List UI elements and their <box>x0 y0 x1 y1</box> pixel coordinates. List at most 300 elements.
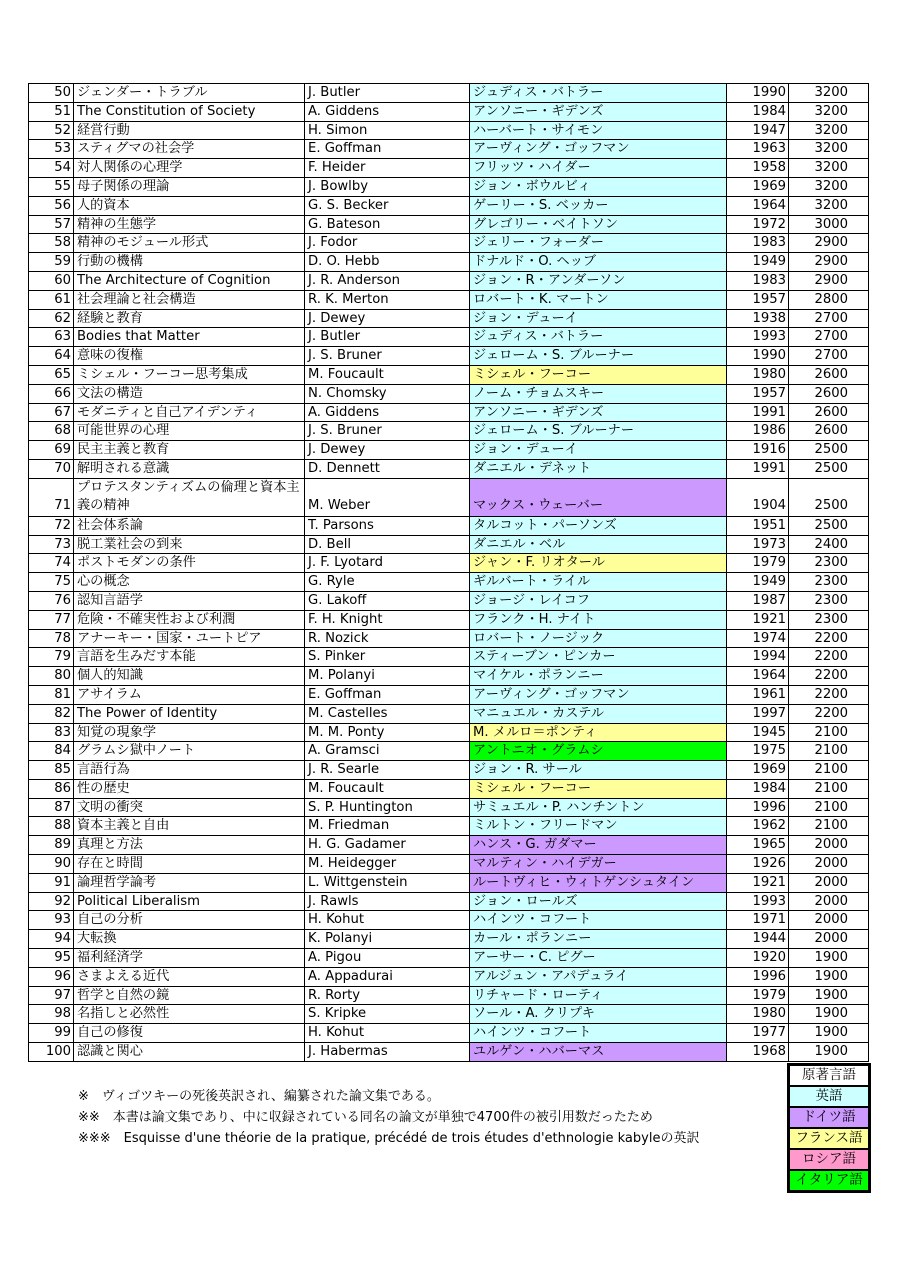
author-name: T. Parsons <box>305 516 470 535</box>
author-name: J. S. Bruner <box>305 347 470 366</box>
table-row <box>29 836 869 855</box>
table-row <box>29 516 869 535</box>
citation-count: 1900 <box>789 1005 869 1024</box>
author-name-ja: ジャン・F. リオタール <box>470 554 727 573</box>
publication-year: 1977 <box>727 1024 789 1043</box>
author-name-ja: ジョン・R・アンダーソン <box>470 271 727 290</box>
author-name: H. Kohut <box>305 1024 470 1043</box>
citation-count: 2900 <box>789 271 869 290</box>
row-number: 75 <box>29 573 74 592</box>
author-name-ja: ジェローム・S. ブルーナー <box>470 422 727 441</box>
citation-count: 2200 <box>789 704 869 723</box>
citation-count: 2000 <box>789 930 869 949</box>
book-title: 性の歴史 <box>74 779 305 798</box>
table-row <box>29 177 869 196</box>
citation-count: 2100 <box>789 723 869 742</box>
book-title: 可能世界の心理 <box>74 422 305 441</box>
citation-count: 2100 <box>789 817 869 836</box>
row-number: 58 <box>29 234 74 253</box>
author-name: N. Chomsky <box>305 384 470 403</box>
author-name: M. Heidegger <box>305 855 470 874</box>
book-title: ポストモダンの条件 <box>74 554 305 573</box>
book-title: スティグマの社会学 <box>74 140 305 159</box>
citation-count: 2100 <box>789 742 869 761</box>
book-title: The Constitution of Society <box>74 102 305 121</box>
row-number: 87 <box>29 798 74 817</box>
citation-count: 1900 <box>789 986 869 1005</box>
publication-year: 1987 <box>727 591 789 610</box>
author-name: M. Foucault <box>305 365 470 384</box>
author-name-ja: ミルトン・フリードマン <box>470 817 727 836</box>
book-title: 知覚の現象学 <box>74 723 305 742</box>
citation-count: 2600 <box>789 384 869 403</box>
author-name: F. Heider <box>305 159 470 178</box>
legend-item-english: 英語 <box>789 1086 869 1107</box>
publication-year: 1974 <box>727 629 789 648</box>
author-name-ja: ドナルド・O. ヘッブ <box>470 253 727 272</box>
book-title: 危険・不確実性および利潤 <box>74 610 305 629</box>
author-name-ja: アーサー・C. ピグー <box>470 949 727 968</box>
row-number: 69 <box>29 441 74 460</box>
author-name: G. Bateson <box>305 215 470 234</box>
author-name-ja: ジョン・ボウルビィ <box>470 177 727 196</box>
book-title: 福利経済学 <box>74 949 305 968</box>
table-row <box>29 986 869 1005</box>
table-row <box>29 290 869 309</box>
publication-year: 1962 <box>727 817 789 836</box>
row-number: 72 <box>29 516 74 535</box>
publication-year: 1993 <box>727 328 789 347</box>
author-name-ja: グレゴリー・ベイトソン <box>470 215 727 234</box>
author-name-ja: ユルゲン・ハバーマス <box>470 1043 727 1062</box>
publication-year: 1945 <box>727 723 789 742</box>
citation-count: 2700 <box>789 309 869 328</box>
author-name: G. Lakoff <box>305 591 470 610</box>
author-name-ja: ギルバート・ライル <box>470 573 727 592</box>
book-title: 認知言語学 <box>74 591 305 610</box>
author-name-ja: ジュディス・バトラー <box>470 84 727 103</box>
author-name: D. O. Hebb <box>305 253 470 272</box>
citation-count: 3200 <box>789 140 869 159</box>
book-title: 精神の生態学 <box>74 215 305 234</box>
publication-year: 1957 <box>727 384 789 403</box>
table-row <box>29 535 869 554</box>
citation-count: 3200 <box>789 177 869 196</box>
row-number: 95 <box>29 949 74 968</box>
author-name-ja: ハインツ・コフート <box>470 911 727 930</box>
publication-year: 1984 <box>727 102 789 121</box>
book-title: Political Liberalism <box>74 892 305 911</box>
publication-year: 1986 <box>727 422 789 441</box>
citation-count: 2500 <box>789 459 869 478</box>
author-name-ja: M. メルロ＝ポンティ <box>470 723 727 742</box>
book-title: 哲学と自然の鏡 <box>74 986 305 1005</box>
citation-table <box>28 83 869 1062</box>
table-row <box>29 967 869 986</box>
row-number: 53 <box>29 140 74 159</box>
author-name: J. R. Anderson <box>305 271 470 290</box>
author-name: R. Nozick <box>305 629 470 648</box>
publication-year: 1958 <box>727 159 789 178</box>
table-row <box>29 84 869 103</box>
footnote-1: ※ ヴィゴツキーの死後英訳され、編纂された論文集である。 <box>78 1089 440 1104</box>
table-row <box>29 911 869 930</box>
publication-year: 1996 <box>727 967 789 986</box>
author-name-ja: マックス・ウェーバー <box>470 478 727 516</box>
citation-count: 2300 <box>789 573 869 592</box>
citation-count: 2700 <box>789 328 869 347</box>
footnote-3: ※※※ Esquisse d'une théorie de la pratique, précédé de trois études d'ethnologie kabyleの英訳 <box>78 1131 700 1146</box>
row-number: 91 <box>29 873 74 892</box>
citation-count: 3000 <box>789 215 869 234</box>
citation-count: 3200 <box>789 84 869 103</box>
book-title: 経験と教育 <box>74 309 305 328</box>
author-name-ja: マニュエル・カステル <box>470 704 727 723</box>
author-name: E. Goffman <box>305 685 470 704</box>
row-number: 67 <box>29 403 74 422</box>
table-row <box>29 403 869 422</box>
book-title: 意味の復権 <box>74 347 305 366</box>
publication-year: 1965 <box>727 836 789 855</box>
author-name: M. Foucault <box>305 779 470 798</box>
table-row <box>29 102 869 121</box>
book-title: 社会理論と社会構造 <box>74 290 305 309</box>
book-title: 認識と関心 <box>74 1043 305 1062</box>
table-row <box>29 441 869 460</box>
author-name-ja: アーヴィング・ゴッフマン <box>470 685 727 704</box>
row-number: 94 <box>29 930 74 949</box>
publication-year: 1938 <box>727 309 789 328</box>
citation-count: 3200 <box>789 102 869 121</box>
book-title: 行動の機構 <box>74 253 305 272</box>
author-name: S. Pinker <box>305 648 470 667</box>
book-title: The Power of Identity <box>74 704 305 723</box>
author-name: L. Wittgenstein <box>305 873 470 892</box>
publication-year: 1961 <box>727 685 789 704</box>
book-title: モダニティと自己アイデンティ <box>74 403 305 422</box>
citation-count: 2500 <box>789 478 869 516</box>
book-title: 言語行為 <box>74 761 305 780</box>
row-number: 78 <box>29 629 74 648</box>
author-name: A. Giddens <box>305 403 470 422</box>
publication-year: 1949 <box>727 573 789 592</box>
publication-year: 1944 <box>727 930 789 949</box>
citation-count: 2100 <box>789 779 869 798</box>
table-row <box>29 761 869 780</box>
book-title: グラムシ獄中ノート <box>74 742 305 761</box>
book-title: ジェンダー・トラブル <box>74 84 305 103</box>
book-title: 対人関係の心理学 <box>74 159 305 178</box>
publication-year: 1975 <box>727 742 789 761</box>
citation-count: 3200 <box>789 121 869 140</box>
author-name-ja: ジュディス・バトラー <box>470 328 727 347</box>
table-row <box>29 384 869 403</box>
citation-count: 3200 <box>789 196 869 215</box>
author-name: M. Friedman <box>305 817 470 836</box>
row-number: 93 <box>29 911 74 930</box>
row-number: 65 <box>29 365 74 384</box>
publication-year: 1921 <box>727 610 789 629</box>
table-row <box>29 779 869 798</box>
author-name: G. Ryle <box>305 573 470 592</box>
author-name-ja: ジェローム・S. ブルーナー <box>470 347 727 366</box>
author-name-ja: ミシェル・フーコー <box>470 779 727 798</box>
author-name: A. Pigou <box>305 949 470 968</box>
author-name-ja: ハインツ・コフート <box>470 1024 727 1043</box>
row-number: 89 <box>29 836 74 855</box>
author-name-ja: アルジュン・アパデュライ <box>470 967 727 986</box>
author-name-ja: ミシェル・フーコー <box>470 365 727 384</box>
author-name-ja: フランク・H. ナイト <box>470 610 727 629</box>
author-name-ja: ソール・A. クリプキ <box>470 1005 727 1024</box>
author-name-ja: ロバート・K. マートン <box>470 290 727 309</box>
citation-count: 1900 <box>789 967 869 986</box>
table-row <box>29 196 869 215</box>
row-number: 59 <box>29 253 74 272</box>
book-title: 個人的知識 <box>74 667 305 686</box>
citation-count: 2000 <box>789 873 869 892</box>
publication-year: 1990 <box>727 84 789 103</box>
row-number: 71 <box>29 478 74 516</box>
citation-count: 1900 <box>789 1043 869 1062</box>
citation-count: 2000 <box>789 855 869 874</box>
book-title: 自己の分析 <box>74 911 305 930</box>
row-number: 80 <box>29 667 74 686</box>
citation-count: 2500 <box>789 516 869 535</box>
row-number: 99 <box>29 1024 74 1043</box>
book-title: 文法の構造 <box>74 384 305 403</box>
citation-count: 2100 <box>789 761 869 780</box>
row-number: 88 <box>29 817 74 836</box>
author-name-ja: ジョン・デューイ <box>470 309 727 328</box>
book-title: さまよえる近代 <box>74 967 305 986</box>
citation-count: 2200 <box>789 685 869 704</box>
table-row <box>29 949 869 968</box>
row-number: 83 <box>29 723 74 742</box>
citation-count: 2200 <box>789 667 869 686</box>
citation-count: 2000 <box>789 836 869 855</box>
citation-count: 2500 <box>789 441 869 460</box>
book-title: 文明の衝突 <box>74 798 305 817</box>
publication-year: 1994 <box>727 648 789 667</box>
table-row <box>29 855 869 874</box>
author-name-ja: フリッツ・ハイダー <box>470 159 727 178</box>
author-name-ja: ダニエル・デネット <box>470 459 727 478</box>
table-row <box>29 742 869 761</box>
citation-count: 2800 <box>789 290 869 309</box>
book-title: 資本主義と自由 <box>74 817 305 836</box>
book-title: 解明される意識 <box>74 459 305 478</box>
table-row <box>29 347 869 366</box>
book-title: 人的資本 <box>74 196 305 215</box>
author-name-ja: リチャード・ローティ <box>470 986 727 1005</box>
legend-item-italian: イタリア語 <box>789 1170 869 1191</box>
publication-year: 1904 <box>727 478 789 516</box>
citation-count: 2300 <box>789 591 869 610</box>
publication-year: 1964 <box>727 667 789 686</box>
row-number: 62 <box>29 309 74 328</box>
table-row <box>29 704 869 723</box>
table-row <box>29 667 869 686</box>
table-row <box>29 573 869 592</box>
publication-year: 1983 <box>727 234 789 253</box>
book-title: 社会体系論 <box>74 516 305 535</box>
author-name: H. Simon <box>305 121 470 140</box>
publication-year: 1980 <box>727 1005 789 1024</box>
row-number: 77 <box>29 610 74 629</box>
citation-count: 2600 <box>789 422 869 441</box>
publication-year: 1996 <box>727 798 789 817</box>
row-number: 90 <box>29 855 74 874</box>
author-name-ja: アントニオ・グラムシ <box>470 742 727 761</box>
citation-count: 2100 <box>789 798 869 817</box>
publication-year: 1947 <box>727 121 789 140</box>
author-name: A. Gramsci <box>305 742 470 761</box>
publication-year: 1926 <box>727 855 789 874</box>
book-title: 言語を生みだす本能 <box>74 648 305 667</box>
citation-count: 2900 <box>789 234 869 253</box>
author-name: J. Bowlby <box>305 177 470 196</box>
author-name: G. S. Becker <box>305 196 470 215</box>
publication-year: 1949 <box>727 253 789 272</box>
author-name: J. R. Searle <box>305 761 470 780</box>
table-row <box>29 648 869 667</box>
author-name: E. Goffman <box>305 140 470 159</box>
author-name: J. F. Lyotard <box>305 554 470 573</box>
author-name-ja: ダニエル・ベル <box>470 535 727 554</box>
book-title: The Architecture of Cognition <box>74 271 305 290</box>
table-row <box>29 271 869 290</box>
table-row <box>29 309 869 328</box>
table-row <box>29 1024 869 1043</box>
author-name: S. Kripke <box>305 1005 470 1024</box>
row-number: 50 <box>29 84 74 103</box>
book-title: プロテスタンティズムの倫理と資本主義の精神 <box>74 478 305 516</box>
book-title: アナーキー・国家・ユートピア <box>74 629 305 648</box>
table-row <box>29 798 869 817</box>
author-name-ja: アンソニー・ギデンズ <box>470 102 727 121</box>
footnote-2: ※※ 本書は論文集であり、中に収録されている同名の論文が単独で4700件の被引用数だったため <box>78 1110 653 1125</box>
row-number: 64 <box>29 347 74 366</box>
table-row <box>29 629 869 648</box>
citation-count: 2000 <box>789 892 869 911</box>
citation-count: 2200 <box>789 629 869 648</box>
row-number: 66 <box>29 384 74 403</box>
author-name: D. Dennett <box>305 459 470 478</box>
table-row <box>29 591 869 610</box>
publication-year: 1984 <box>727 779 789 798</box>
publication-year: 1968 <box>727 1043 789 1062</box>
citation-count: 2300 <box>789 554 869 573</box>
author-name-ja: サミュエル・P. ハンチントン <box>470 798 727 817</box>
book-title: 自己の修復 <box>74 1024 305 1043</box>
author-name: H. Kohut <box>305 911 470 930</box>
citation-count: 2200 <box>789 648 869 667</box>
row-number: 86 <box>29 779 74 798</box>
author-name-ja: ジェリー・フォーダー <box>470 234 727 253</box>
book-title: 心の概念 <box>74 573 305 592</box>
book-title: 論理哲学論考 <box>74 873 305 892</box>
book-title: Bodies that Matter <box>74 328 305 347</box>
publication-year: 1921 <box>727 873 789 892</box>
author-name: J. Butler <box>305 328 470 347</box>
table-row <box>29 159 869 178</box>
author-name: M. M. Ponty <box>305 723 470 742</box>
citation-count: 2600 <box>789 403 869 422</box>
table-row <box>29 554 869 573</box>
table-row <box>29 1005 869 1024</box>
row-number: 61 <box>29 290 74 309</box>
row-number: 79 <box>29 648 74 667</box>
publication-year: 1993 <box>727 892 789 911</box>
author-name-ja: ハーバート・サイモン <box>470 121 727 140</box>
table-row <box>29 610 869 629</box>
citation-count: 2900 <box>789 253 869 272</box>
author-name: J. Rawls <box>305 892 470 911</box>
book-title: 名指しと必然性 <box>74 1005 305 1024</box>
row-number: 54 <box>29 159 74 178</box>
author-name: D. Bell <box>305 535 470 554</box>
author-name: A. Giddens <box>305 102 470 121</box>
row-number: 74 <box>29 554 74 573</box>
publication-year: 1990 <box>727 347 789 366</box>
legend-item-russian: ロシア語 <box>789 1149 869 1170</box>
publication-year: 1963 <box>727 140 789 159</box>
publication-year: 1920 <box>727 949 789 968</box>
publication-year: 1969 <box>727 761 789 780</box>
table-row <box>29 234 869 253</box>
legend-title: 原著言語 <box>789 1065 869 1086</box>
book-title: 真理と方法 <box>74 836 305 855</box>
row-number: 73 <box>29 535 74 554</box>
author-name: R. K. Merton <box>305 290 470 309</box>
author-name: H. G. Gadamer <box>305 836 470 855</box>
author-name: J. Dewey <box>305 441 470 460</box>
author-name-ja: ロバート・ノージック <box>470 629 727 648</box>
book-title: 脱工業社会の到来 <box>74 535 305 554</box>
author-name-ja: ゲーリー・S. ベッカー <box>470 196 727 215</box>
language-legend <box>787 1063 871 1193</box>
book-title: 経営行動 <box>74 121 305 140</box>
author-name: M. Polanyi <box>305 667 470 686</box>
author-name-ja: ジョージ・レイコフ <box>470 591 727 610</box>
row-number: 76 <box>29 591 74 610</box>
row-number: 70 <box>29 459 74 478</box>
row-number: 55 <box>29 177 74 196</box>
publication-year: 1957 <box>727 290 789 309</box>
publication-year: 1979 <box>727 554 789 573</box>
author-name: J. Dewey <box>305 309 470 328</box>
legend-item-german: ドイツ語 <box>789 1107 869 1128</box>
author-name-ja: スティーブン・ピンカー <box>470 648 727 667</box>
publication-year: 1980 <box>727 365 789 384</box>
table-row <box>29 478 869 516</box>
row-number: 84 <box>29 742 74 761</box>
author-name: M. Weber <box>305 478 470 516</box>
row-number: 92 <box>29 892 74 911</box>
table-row <box>29 253 869 272</box>
table-row <box>29 365 869 384</box>
table-row <box>29 1043 869 1062</box>
row-number: 60 <box>29 271 74 290</box>
book-title: 母子関係の理論 <box>74 177 305 196</box>
citation-count: 2700 <box>789 347 869 366</box>
author-name-ja: マルティン・ハイデガー <box>470 855 727 874</box>
row-number: 98 <box>29 1005 74 1024</box>
publication-year: 1979 <box>727 986 789 1005</box>
book-title: ミシェル・フーコー思考集成 <box>74 365 305 384</box>
author-name-ja: マイケル・ポランニー <box>470 667 727 686</box>
